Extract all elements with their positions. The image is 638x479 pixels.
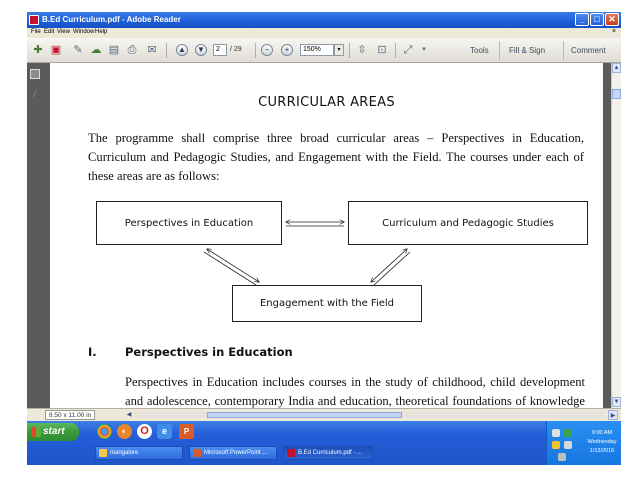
customize-toolbar-icon[interactable]: ▾ — [422, 46, 426, 53]
diagram-box-curriculum — [348, 201, 588, 245]
scroll-left-icon[interactable]: ◀ — [126, 412, 132, 418]
diagram-box-perspectives — [96, 201, 282, 245]
ie-icon[interactable]: e — [157, 424, 172, 439]
open-icon[interactable]: ▣ — [50, 44, 62, 56]
menu-view[interactable]: View — [57, 29, 70, 35]
task-label: Microsoft PowerPoint ... — [204, 450, 268, 456]
pdf-page — [50, 63, 603, 408]
edit-icon[interactable]: ✎ — [73, 44, 83, 56]
previous-page-button[interactable]: ▲ — [176, 44, 188, 56]
status-bar — [27, 408, 621, 421]
navigation-pane — [27, 63, 43, 421]
clock-date: 1/13/2016 — [589, 448, 615, 454]
fit-page-icon[interactable]: ⇳ — [357, 44, 367, 56]
adobe-reader-icon — [29, 15, 39, 25]
volume-icon[interactable] — [564, 441, 572, 449]
page-thumbnails-icon[interactable] — [30, 69, 40, 79]
toolbar-separator — [255, 43, 256, 58]
next-page-button[interactable]: ▼ — [195, 44, 207, 56]
task-button-explorer[interactable] — [95, 446, 183, 460]
menu-help[interactable]: Help — [95, 29, 108, 35]
save-icon[interactable]: ▤ — [108, 44, 120, 56]
email-icon[interactable]: ✉ — [147, 44, 157, 56]
task-button-powerpoint[interactable] — [189, 446, 277, 460]
toolbar-separator — [349, 43, 350, 58]
close-button[interactable]: ✕ — [605, 13, 619, 26]
toolbar — [27, 38, 621, 63]
tools-button[interactable]: Tools — [470, 46, 489, 55]
network-icon[interactable] — [552, 429, 560, 437]
folder-icon — [99, 449, 107, 457]
notification-icon[interactable] — [552, 441, 560, 449]
create-icon[interactable]: ✚ — [33, 44, 43, 56]
menu-edit[interactable]: Edit — [44, 29, 55, 35]
fit-width-icon[interactable]: ⊡ — [377, 44, 387, 56]
power-icon[interactable] — [558, 453, 566, 461]
task-label: B.Ed Curriculum.pdf - ... — [298, 450, 363, 456]
fill-sign-button[interactable]: Fill & Sign — [509, 46, 546, 55]
security-icon[interactable] — [564, 429, 572, 437]
zoom-in-button[interactable]: + — [281, 44, 293, 56]
taskbar — [27, 421, 621, 465]
task-button-reader[interactable] — [283, 446, 373, 460]
clock-day: Wednesday — [587, 439, 617, 445]
title-bar — [27, 12, 621, 28]
page-total: / 29 — [230, 46, 242, 53]
toolbar-separator — [563, 41, 564, 60]
task-label: mangalore — [110, 450, 139, 456]
intro-paragraph: The programme shall comprise three broad curricular areas – Perspectives in Education, Curriculum and Pedagogic Studies, and Engagement with the Field. The courses under each of these areas are as follows: — [88, 131, 584, 183]
minimize-button[interactable]: _ — [575, 13, 589, 26]
page-heading: CURRICULAR AREAS — [258, 95, 395, 110]
menu-window[interactable]: Window — [73, 29, 95, 35]
diagram-box-label: Perspectives in Education — [124, 217, 254, 229]
print-icon[interactable]: ⎙ — [127, 44, 137, 56]
zoom-input[interactable]: 150% — [300, 44, 334, 56]
arrow-curriculum-engagement — [371, 249, 410, 285]
close-document-icon[interactable]: × — [612, 28, 617, 35]
zoom-dropdown-icon[interactable]: ▾ — [334, 44, 344, 56]
firefox-icon[interactable]: ◐ — [117, 424, 132, 439]
fullscreen-icon[interactable]: ⤢ — [403, 44, 413, 56]
start-button[interactable] — [27, 423, 79, 441]
chrome-icon[interactable] — [97, 424, 112, 439]
arrow-perspectives-curriculum — [286, 222, 344, 226]
page-number-input[interactable]: 2 — [213, 44, 227, 56]
window-title: B.Ed Curriculum.pdf - Adobe Reader — [42, 15, 181, 24]
page-size-readout: 8.50 x 11.00 in — [45, 410, 95, 420]
section-title: Perspectives in Education — [125, 345, 293, 359]
share-icon[interactable]: ☁ — [90, 44, 102, 56]
vertical-scrollbar[interactable] — [611, 63, 621, 408]
desktop-screen — [27, 12, 621, 465]
vertical-scroll-thumb[interactable] — [612, 89, 621, 99]
opera-icon[interactable]: O — [137, 424, 152, 439]
powerpoint-icon[interactable]: P — [179, 424, 194, 439]
system-tray — [546, 421, 621, 465]
horizontal-scroll-thumb[interactable] — [207, 412, 402, 418]
scroll-right-icon[interactable]: ▶ — [608, 410, 618, 420]
menu-bar — [27, 28, 621, 38]
section-number: I. — [88, 345, 97, 359]
attachments-icon[interactable]: ∕ — [34, 89, 36, 99]
maximize-button[interactable]: □ — [590, 13, 604, 26]
adobe-reader-icon — [287, 449, 295, 457]
arrow-perspectives-engagement — [204, 249, 259, 285]
windows-flag-icon — [31, 427, 41, 437]
powerpoint-icon — [193, 449, 201, 457]
start-label: start — [43, 426, 65, 437]
zoom-out-button[interactable]: − — [261, 44, 273, 56]
toolbar-separator — [499, 41, 500, 60]
comment-button[interactable]: Comment — [571, 46, 606, 55]
toolbar-separator — [395, 43, 396, 58]
section-paragraph: Perspectives in Education includes courses in the study of childhood, child development and adolescence, contemporary India and education, theoretical foundations of knowledge — [125, 375, 585, 408]
scroll-down-icon[interactable]: ▼ — [613, 399, 620, 405]
scroll-up-icon[interactable]: ▲ — [613, 65, 620, 71]
diagram-box-label: Engagement with the Field — [259, 298, 395, 309]
document-viewport[interactable] — [43, 63, 611, 408]
toolbar-separator — [166, 43, 167, 58]
diagram-box-engagement — [232, 285, 422, 322]
diagram-box-label: Curriculum and Pedagogic Studies — [382, 217, 554, 229]
clock-time[interactable]: 9:00 AM — [591, 430, 613, 436]
menu-file[interactable]: File — [31, 29, 41, 35]
